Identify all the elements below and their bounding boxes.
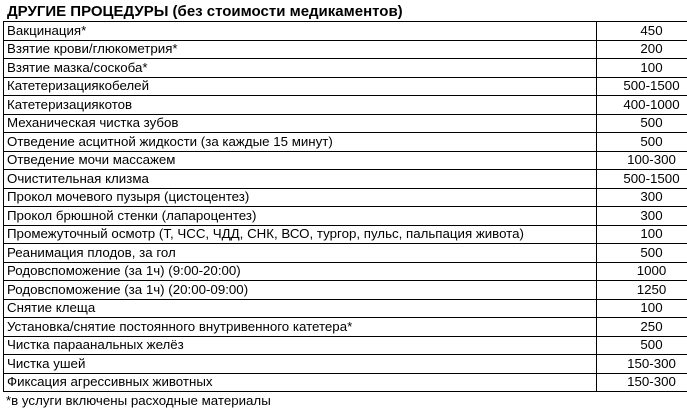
procedure-name: Очистительная клизма — [4, 170, 597, 189]
procedure-name: Механическая чистка зубов — [4, 114, 597, 133]
procedure-price: 100-300 — [597, 151, 687, 170]
procedures-price-table — [3, 21, 687, 392]
table-row — [4, 262, 687, 281]
table-row — [4, 207, 687, 226]
procedure-price: 500-1500 — [597, 170, 687, 189]
table-row — [4, 40, 687, 59]
table-row — [4, 225, 687, 244]
table-row — [4, 281, 687, 300]
table-row — [4, 151, 687, 170]
procedure-price: 150-300 — [597, 373, 687, 392]
procedure-name: Вакцинация* — [4, 22, 597, 41]
procedure-price: 1000 — [597, 262, 687, 281]
table-row — [4, 188, 687, 207]
procedure-name: Взятие крови/глюкометрия* — [4, 40, 597, 59]
procedure-price: 500 — [597, 133, 687, 152]
procedure-name-split — [4, 96, 597, 115]
procedure-price: 300 — [597, 207, 687, 226]
procedure-name: Чистка параанальных желёз — [4, 336, 597, 355]
procedure-name: Реанимация плодов, за гол — [4, 244, 597, 263]
procedure-name: Установка/снятие постоянного внутривенного катетера* — [4, 318, 597, 337]
procedure-name: Промежуточный осмотр (Т, ЧСС, ЧДД, СНК, ВСО, тургор, пульс, пальпация живота) — [4, 225, 597, 244]
procedure-name-extra: кобелей — [99, 78, 149, 93]
procedure-price: 100 — [597, 299, 687, 318]
table-row — [4, 336, 687, 355]
table-row — [4, 318, 687, 337]
table-row — [4, 77, 687, 96]
table-row — [4, 170, 687, 189]
procedure-name: Прокол мочевого пузыря (цистоцентез) — [4, 188, 597, 207]
procedure-price: 500 — [597, 244, 687, 263]
procedure-name-split — [4, 77, 597, 96]
procedure-name: Взятие мазка/соскоба* — [4, 59, 597, 78]
procedure-name: Родовспоможение (за 1ч) (20:00-09:00) — [4, 281, 597, 300]
table-row — [4, 59, 687, 78]
procedure-price: 300 — [597, 188, 687, 207]
table-row — [4, 373, 687, 392]
table-row — [4, 133, 687, 152]
procedure-price: 100 — [597, 225, 687, 244]
table-row — [4, 355, 687, 374]
procedure-name-extra: котов — [99, 97, 132, 112]
procedure-price: 400-1000 — [597, 96, 687, 115]
procedure-price: 150-300 — [597, 355, 687, 374]
procedure-price: 1250 — [597, 281, 687, 300]
procedure-price: 250 — [597, 318, 687, 337]
procedure-price: 100 — [597, 59, 687, 78]
table-row — [4, 244, 687, 263]
procedure-name: Катетеризация — [7, 78, 99, 93]
section-title: ДРУГИЕ ПРОЦЕДУРЫ (без стоимости медикаментов) — [3, 3, 687, 21]
table-row — [4, 114, 687, 133]
procedure-name: Отведение мочи массажем — [4, 151, 597, 170]
procedure-price: 200 — [597, 40, 687, 59]
procedure-name: Родовспоможение (за 1ч) (9:00-20:00) — [4, 262, 597, 281]
procedure-price: 500 — [597, 114, 687, 133]
procedure-name: Катетеризация — [7, 97, 99, 112]
table-row — [4, 96, 687, 115]
procedure-price: 450 — [597, 22, 687, 41]
procedure-price: 500-1500 — [597, 77, 687, 96]
procedure-name: Фиксация агрессивных животных — [4, 373, 597, 392]
procedure-name: Чистка ушей — [4, 355, 597, 374]
procedure-name: Отведение асцитной жидкости (за каждые 15 минут) — [4, 133, 597, 152]
footnote: *в услуги включены расходные материалы — [3, 393, 687, 409]
table-row — [4, 22, 687, 41]
procedure-name: Снятие клеща — [4, 299, 597, 318]
procedure-name: Прокол брюшной стенки (лапароцентез) — [4, 207, 597, 226]
procedure-price: 500 — [597, 336, 687, 355]
table-row — [4, 299, 687, 318]
